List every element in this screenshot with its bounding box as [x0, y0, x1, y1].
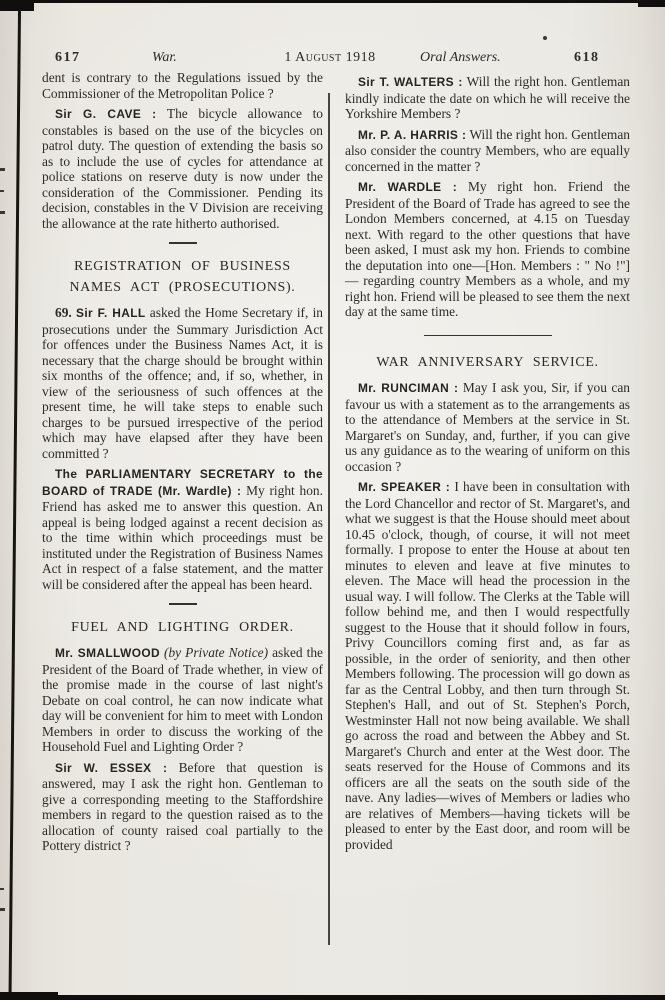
- paragraph-harris: [345, 127, 630, 175]
- paragraph-text: dent is contrary to the Regulations issued by the Commissioner of the Metropolitan Police ?: [42, 70, 323, 101]
- paragraph-text: I have been in consultation with the Lord Chancellor and rector of St. Margaret's, and what we suggest is that the House should meet about 10.45 o'clock, though, of course, it will not meet formally. I propose to enter the House at about ten minutes to eleven and leave at five minutes to eleven. The Mace will head the procession in the usual way. I will follow. The Clerks at the Table will follow behind me, and then I would respectfully suggest to the House that it should follow in fours, Privy Councillors coming first and, as far as possible, in the order of seniority, and then other Members following. The procession will go down as far as the Central Lobby, and then turn through St. Stephen's Hall, and out of St. Stephen's Porch, Westminster Hall not now being available. We shall go across the road and between the Abbey and St. Margaret's Church and enter at the West door. The seats reserved for the House of Commons and its officers are all the seats on the south side of the nave. Any ladies—wives of Members or ladies who are relatives of Members—having tickets will be pleased to enter by the East door, and room will be provided: [345, 479, 630, 852]
- paragraph-runciman: [345, 380, 630, 474]
- paragraph-cave: [42, 106, 323, 231]
- paragraph-wardle-reply: [42, 466, 323, 592]
- right-column: [345, 74, 630, 857]
- paragraph-text: Before that question is answered, may I ask the right hon. Gentleman to give a corresponding meeting to the Staffordshire members in regard to the question raised as to the allocation of county raised coal partially to the Pottery district ?: [42, 759, 323, 853]
- paragraph-hall-question: [42, 305, 323, 461]
- scan-artifact-top-edge: [28, 0, 665, 3]
- paragraph-text: My right hon. Friend the President of the Board of Trade has agreed to see the London Members concerned, at 4.15 on Tuesday next. With regard to the other questions that have been asked, I must ask my hon. Friends to combine the deputation into one—[Hon. Members : " No !"] — regarding country Members as a whole, and my right hon. Friend will be pleased to see them the next day at the same time.: [345, 179, 630, 319]
- speaker-name: Mr. SMALLWOOD: [55, 646, 160, 660]
- section-heading-war-service: [345, 352, 630, 373]
- section-divider: [169, 603, 197, 605]
- scan-artifact-edge-mark: [0, 908, 5, 911]
- scan-artifact-edge-mark: [0, 168, 5, 171]
- heading-line: NAMES ACT (PROSECUTIONS).: [69, 280, 296, 295]
- private-notice-label: (by Private Notice): [164, 645, 269, 660]
- heading-line: WAR ANNIVERSARY SERVICE.: [376, 355, 599, 371]
- running-title-right: Oral Answers.: [420, 50, 501, 65]
- paragraph-text: asked the President of the Board of Trade whether, in view of the promise made in the course of last night's Debate on coal control, he can now indicate what day will be convenient for him to meet with London Members in order to discuss the working of the Household Fuel and Lighting Order ?: [42, 645, 323, 754]
- paragraph-smallwood: [42, 645, 323, 755]
- scan-artifact-ink-dot: [543, 36, 547, 40]
- speaker-name: Mr. P. A. HARRIS :: [358, 127, 467, 142]
- speaker-name: Sir G. CAVE :: [55, 107, 157, 121]
- column-divider-rule: [328, 93, 330, 945]
- question-number: 69.: [55, 305, 72, 320]
- paragraph-continuation: [42, 70, 323, 101]
- scan-artifact-top-right-corner: [638, 0, 665, 7]
- section-heading-fuel: [42, 617, 323, 638]
- paragraph-speaker-statement: [345, 479, 630, 852]
- speaker-name: Sir F. HALL: [75, 306, 146, 320]
- speaker-name: Mr. WARDLE :: [358, 180, 458, 194]
- paragraph-wardle: [345, 179, 630, 320]
- speaker-name: Sir W. ESSEX :: [55, 760, 168, 775]
- section-heading-registration: [42, 256, 323, 298]
- paragraph-text: May I ask you, Sir, if you can favour us with a statement as to the arrangements as to the attendance of Members at the service in St. Margaret's on Sunday, and, further, if you can give us any guidance as to the wearing of uniform on this occasion ?: [345, 380, 630, 474]
- date-heading: 1 August 1918: [284, 50, 376, 65]
- speaker-name: Sir T. WALTERS :: [358, 75, 463, 89]
- speaker-name: Mr. SPEAKER :: [358, 480, 451, 495]
- running-title-left: War.: [152, 50, 177, 65]
- scan-artifact-gutter-line: [8, 10, 21, 1000]
- section-divider: [424, 335, 552, 337]
- paragraph-text: Will the right hon. Gentleman also consider the country Members, who are equally concerned in the matter ?: [345, 126, 630, 174]
- speaker-name: Mr. RUNCIMAN :: [358, 381, 459, 396]
- paragraph-text: asked the Home Secretary if, in prosecutions under the Summary Jurisdiction Act for offences under the Business Names Act, it is necessary that the charge should be brought within six months of the offence; and, if so, whether, in view of the seriousness of such offences at the present time, he will take steps to enable such charges to be pursued irrespective of the period which may have elapsed after they have been committed ?: [42, 305, 323, 461]
- heading-line: FUEL AND LIGHTING ORDER.: [71, 620, 294, 635]
- paragraph-essex: [42, 760, 323, 854]
- scan-artifact-edge-mark: [0, 888, 4, 890]
- scan-artifact-bottom-edge: [0, 995, 665, 1000]
- scan-artifact-bottom-left-corner: [0, 992, 58, 1000]
- paragraph-text: Will the right hon. Gentleman kindly indicate the date on which he will receive the Yorkshire Members ?: [345, 74, 630, 121]
- paragraph-text: The bicycle allowance to constables is based on the use of the bicycles on patrol duty. The question of extending the basis so as to include the use of cycles for attendance at police stations on reserve duty is now under the consideration of the Commissioner. Pending its decision, constables in the V Division are receiving the allowance at the rate hitherto authorised.: [42, 106, 324, 231]
- scan-artifact-edge-mark: [0, 211, 5, 214]
- scan-artifact-edge-mark: [0, 190, 4, 192]
- heading-line: REGISTRATION OF BUSINESS: [74, 259, 291, 274]
- page-number-right: 618: [574, 50, 600, 65]
- paragraph-walters: [345, 74, 630, 122]
- paragraph-text: My right hon. Friend has asked me to answer this question. An appeal is being lodged against a recent decision as to the time within which proceedings must be instituted under the Registration of Business Names Act in respect of a false statement, and the matter will be considered after the appeal has been heard.: [42, 482, 323, 592]
- section-divider: [169, 242, 197, 244]
- left-column: [42, 70, 323, 859]
- page-number-left: 617: [55, 50, 81, 65]
- speaker-name: The PARLIAMENTARY SECRETARY to the BOARD of TRADE (Mr. Wardle) :: [42, 467, 323, 498]
